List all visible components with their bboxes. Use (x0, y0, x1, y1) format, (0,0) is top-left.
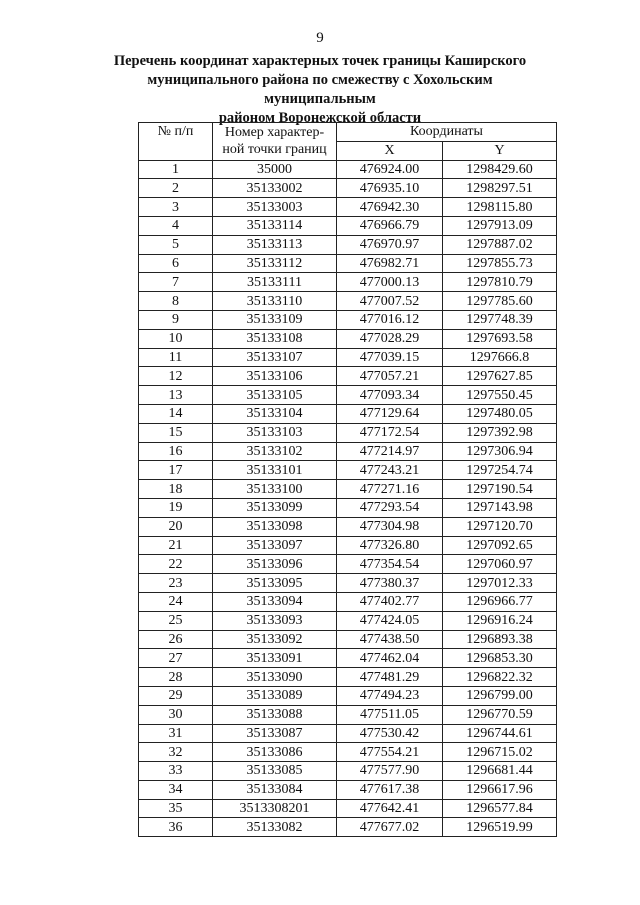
cell-y: 1297785.60 (443, 292, 557, 311)
cell-num: 8 (139, 292, 213, 311)
cell-y: 1297913.09 (443, 216, 557, 235)
table-row (139, 480, 557, 499)
table-row (139, 235, 557, 254)
cell-point: 35133097 (213, 536, 337, 555)
table-row (139, 555, 557, 574)
cell-point: 35133110 (213, 292, 337, 311)
cell-x: 477530.42 (337, 724, 443, 743)
header-row-1 (139, 123, 557, 142)
cell-point: 35133107 (213, 348, 337, 367)
table-row (139, 799, 557, 818)
header-point (213, 123, 337, 161)
table-row (139, 780, 557, 799)
cell-point: 35133094 (213, 592, 337, 611)
cell-y: 1298429.60 (443, 160, 557, 179)
cell-y: 1297693.58 (443, 329, 557, 348)
table-row (139, 574, 557, 593)
cell-num: 35 (139, 799, 213, 818)
page-number: 9 (316, 30, 324, 46)
cell-num: 3 (139, 198, 213, 217)
header-num: № п/п (139, 123, 213, 161)
cell-x: 477481.29 (337, 668, 443, 687)
cell-x: 477028.29 (337, 329, 443, 348)
cell-y: 1296893.38 (443, 630, 557, 649)
cell-y: 1296715.02 (443, 743, 557, 762)
cell-num: 27 (139, 649, 213, 668)
cell-x: 477007.52 (337, 292, 443, 311)
cell-y: 1297190.54 (443, 480, 557, 499)
cell-point: 35133096 (213, 555, 337, 574)
cell-num: 36 (139, 818, 213, 837)
table-row (139, 386, 557, 405)
cell-y: 1298297.51 (443, 179, 557, 198)
cell-x: 477304.98 (337, 517, 443, 536)
table-row (139, 743, 557, 762)
cell-y: 1297306.94 (443, 442, 557, 461)
cell-point: 35133111 (213, 273, 337, 292)
cell-point: 35133082 (213, 818, 337, 837)
table-row (139, 762, 557, 781)
header-coordinates: Координаты (337, 123, 557, 142)
cell-point: 35133085 (213, 762, 337, 781)
cell-y: 1296519.99 (443, 818, 557, 837)
cell-y: 1296770.59 (443, 705, 557, 724)
table-row (139, 310, 557, 329)
cell-num: 18 (139, 480, 213, 499)
cell-y: 1297143.98 (443, 498, 557, 517)
cell-num: 16 (139, 442, 213, 461)
cell-y: 1297392.98 (443, 423, 557, 442)
cell-num: 32 (139, 743, 213, 762)
cell-y: 1297810.79 (443, 273, 557, 292)
cell-point: 35133112 (213, 254, 337, 273)
cell-num: 5 (139, 235, 213, 254)
cell-x: 477293.54 (337, 498, 443, 517)
cell-point: 35133092 (213, 630, 337, 649)
cell-x: 477554.21 (337, 743, 443, 762)
cell-point: 35133103 (213, 423, 337, 442)
cell-num: 20 (139, 517, 213, 536)
cell-x: 477617.38 (337, 780, 443, 799)
table-row (139, 367, 557, 386)
table-row (139, 536, 557, 555)
cell-x: 477016.12 (337, 310, 443, 329)
cell-point: 35133093 (213, 611, 337, 630)
title-line-2: муниципального района по смежеству с Хохольским муниципальным (147, 72, 493, 107)
table-row (139, 442, 557, 461)
cell-num: 9 (139, 310, 213, 329)
cell-num: 28 (139, 668, 213, 687)
cell-num: 1 (139, 160, 213, 179)
header-point-line-2: ной точки границ (222, 142, 327, 158)
cell-point: 35133086 (213, 743, 337, 762)
header-point-line-1: Номер характер- (224, 125, 325, 141)
cell-y: 1296966.77 (443, 592, 557, 611)
cell-num: 14 (139, 404, 213, 423)
cell-point: 35133100 (213, 480, 337, 499)
cell-x: 476982.71 (337, 254, 443, 273)
cell-x: 476935.10 (337, 179, 443, 198)
title-line-3: районом Воронежской области (218, 110, 422, 126)
cell-num: 24 (139, 592, 213, 611)
cell-y: 1296799.00 (443, 686, 557, 705)
table-row (139, 705, 557, 724)
cell-y: 1297627.85 (443, 367, 557, 386)
cell-num: 34 (139, 780, 213, 799)
cell-x: 477424.05 (337, 611, 443, 630)
coordinates-table-container (138, 122, 557, 837)
cell-num: 12 (139, 367, 213, 386)
table-row (139, 198, 557, 217)
cell-num: 26 (139, 630, 213, 649)
table-row (139, 592, 557, 611)
cell-point: 35133084 (213, 780, 337, 799)
cell-y: 1297666.8 (443, 348, 557, 367)
cell-y: 1296744.61 (443, 724, 557, 743)
coordinates-table (138, 122, 557, 837)
cell-point: 35133095 (213, 574, 337, 593)
cell-point: 35133088 (213, 705, 337, 724)
cell-x: 477677.02 (337, 818, 443, 837)
table-row (139, 649, 557, 668)
cell-y: 1296577.84 (443, 799, 557, 818)
cell-point: 35133098 (213, 517, 337, 536)
cell-x: 477172.54 (337, 423, 443, 442)
table-row (139, 724, 557, 743)
cell-point: 35133002 (213, 179, 337, 198)
cell-x: 477577.90 (337, 762, 443, 781)
table-row (139, 517, 557, 536)
table-row (139, 160, 557, 179)
cell-num: 21 (139, 536, 213, 555)
table-row (139, 254, 557, 273)
cell-y: 1296822.32 (443, 668, 557, 687)
table-row (139, 611, 557, 630)
cell-x: 477642.41 (337, 799, 443, 818)
cell-x: 477093.34 (337, 386, 443, 405)
cell-num: 13 (139, 386, 213, 405)
cell-y: 1297748.39 (443, 310, 557, 329)
cell-point: 35133099 (213, 498, 337, 517)
cell-point: 35133109 (213, 310, 337, 329)
cell-x: 477243.21 (337, 461, 443, 480)
cell-x: 477129.64 (337, 404, 443, 423)
document-title (90, 52, 550, 128)
cell-point: 3513308201 (213, 799, 337, 818)
cell-num: 31 (139, 724, 213, 743)
cell-x: 477494.23 (337, 686, 443, 705)
table-row (139, 404, 557, 423)
cell-x: 476924.00 (337, 160, 443, 179)
cell-x: 476970.97 (337, 235, 443, 254)
cell-x: 477462.04 (337, 649, 443, 668)
cell-x: 477214.97 (337, 442, 443, 461)
cell-x: 476942.30 (337, 198, 443, 217)
title-line-1: Перечень координат характерных точек границы Каширского (113, 53, 527, 69)
table-row (139, 686, 557, 705)
cell-y: 1296617.96 (443, 780, 557, 799)
cell-x: 476966.79 (337, 216, 443, 235)
cell-x: 477000.13 (337, 273, 443, 292)
table-row (139, 216, 557, 235)
cell-point: 35133102 (213, 442, 337, 461)
cell-x: 477354.54 (337, 555, 443, 574)
cell-y: 1297012.33 (443, 574, 557, 593)
cell-point: 35000 (213, 160, 337, 179)
table-row (139, 329, 557, 348)
cell-y: 1296681.44 (443, 762, 557, 781)
cell-point: 35133091 (213, 649, 337, 668)
cell-y: 1297092.65 (443, 536, 557, 555)
cell-point: 35133090 (213, 668, 337, 687)
cell-y: 1297060.97 (443, 555, 557, 574)
cell-num: 2 (139, 179, 213, 198)
cell-point: 35133114 (213, 216, 337, 235)
cell-x: 477326.80 (337, 536, 443, 555)
table-row (139, 292, 557, 311)
table-row (139, 179, 557, 198)
cell-y: 1296853.30 (443, 649, 557, 668)
cell-num: 30 (139, 705, 213, 724)
cell-point: 35133104 (213, 404, 337, 423)
cell-num: 4 (139, 216, 213, 235)
cell-point: 35133106 (213, 367, 337, 386)
cell-num: 17 (139, 461, 213, 480)
cell-x: 477057.21 (337, 367, 443, 386)
cell-y: 1297550.45 (443, 386, 557, 405)
cell-num: 25 (139, 611, 213, 630)
cell-point: 35133113 (213, 235, 337, 254)
cell-y: 1297855.73 (443, 254, 557, 273)
table-row (139, 423, 557, 442)
cell-point: 35133105 (213, 386, 337, 405)
table-header (139, 123, 557, 161)
cell-num: 33 (139, 762, 213, 781)
cell-num: 19 (139, 498, 213, 517)
table-row (139, 498, 557, 517)
table-row (139, 818, 557, 837)
cell-y: 1296916.24 (443, 611, 557, 630)
cell-point: 35133003 (213, 198, 337, 217)
cell-point: 35133089 (213, 686, 337, 705)
cell-x: 477039.15 (337, 348, 443, 367)
header-x: X (337, 141, 443, 160)
cell-num: 11 (139, 348, 213, 367)
cell-num: 6 (139, 254, 213, 273)
cell-x: 477380.37 (337, 574, 443, 593)
table-body (139, 160, 557, 837)
cell-x: 477511.05 (337, 705, 443, 724)
cell-num: 23 (139, 574, 213, 593)
cell-x: 477438.50 (337, 630, 443, 649)
table-row (139, 630, 557, 649)
cell-num: 10 (139, 329, 213, 348)
cell-num: 22 (139, 555, 213, 574)
cell-y: 1297120.70 (443, 517, 557, 536)
table-row (139, 348, 557, 367)
cell-point: 35133087 (213, 724, 337, 743)
table-row (139, 668, 557, 687)
cell-point: 35133108 (213, 329, 337, 348)
cell-num: 15 (139, 423, 213, 442)
cell-y: 1298115.80 (443, 198, 557, 217)
cell-point: 35133101 (213, 461, 337, 480)
cell-y: 1297254.74 (443, 461, 557, 480)
cell-y: 1297480.05 (443, 404, 557, 423)
table-row (139, 461, 557, 480)
cell-num: 7 (139, 273, 213, 292)
table-row (139, 273, 557, 292)
cell-x: 477402.77 (337, 592, 443, 611)
cell-x: 477271.16 (337, 480, 443, 499)
header-y: Y (443, 141, 557, 160)
cell-y: 1297887.02 (443, 235, 557, 254)
cell-num: 29 (139, 686, 213, 705)
